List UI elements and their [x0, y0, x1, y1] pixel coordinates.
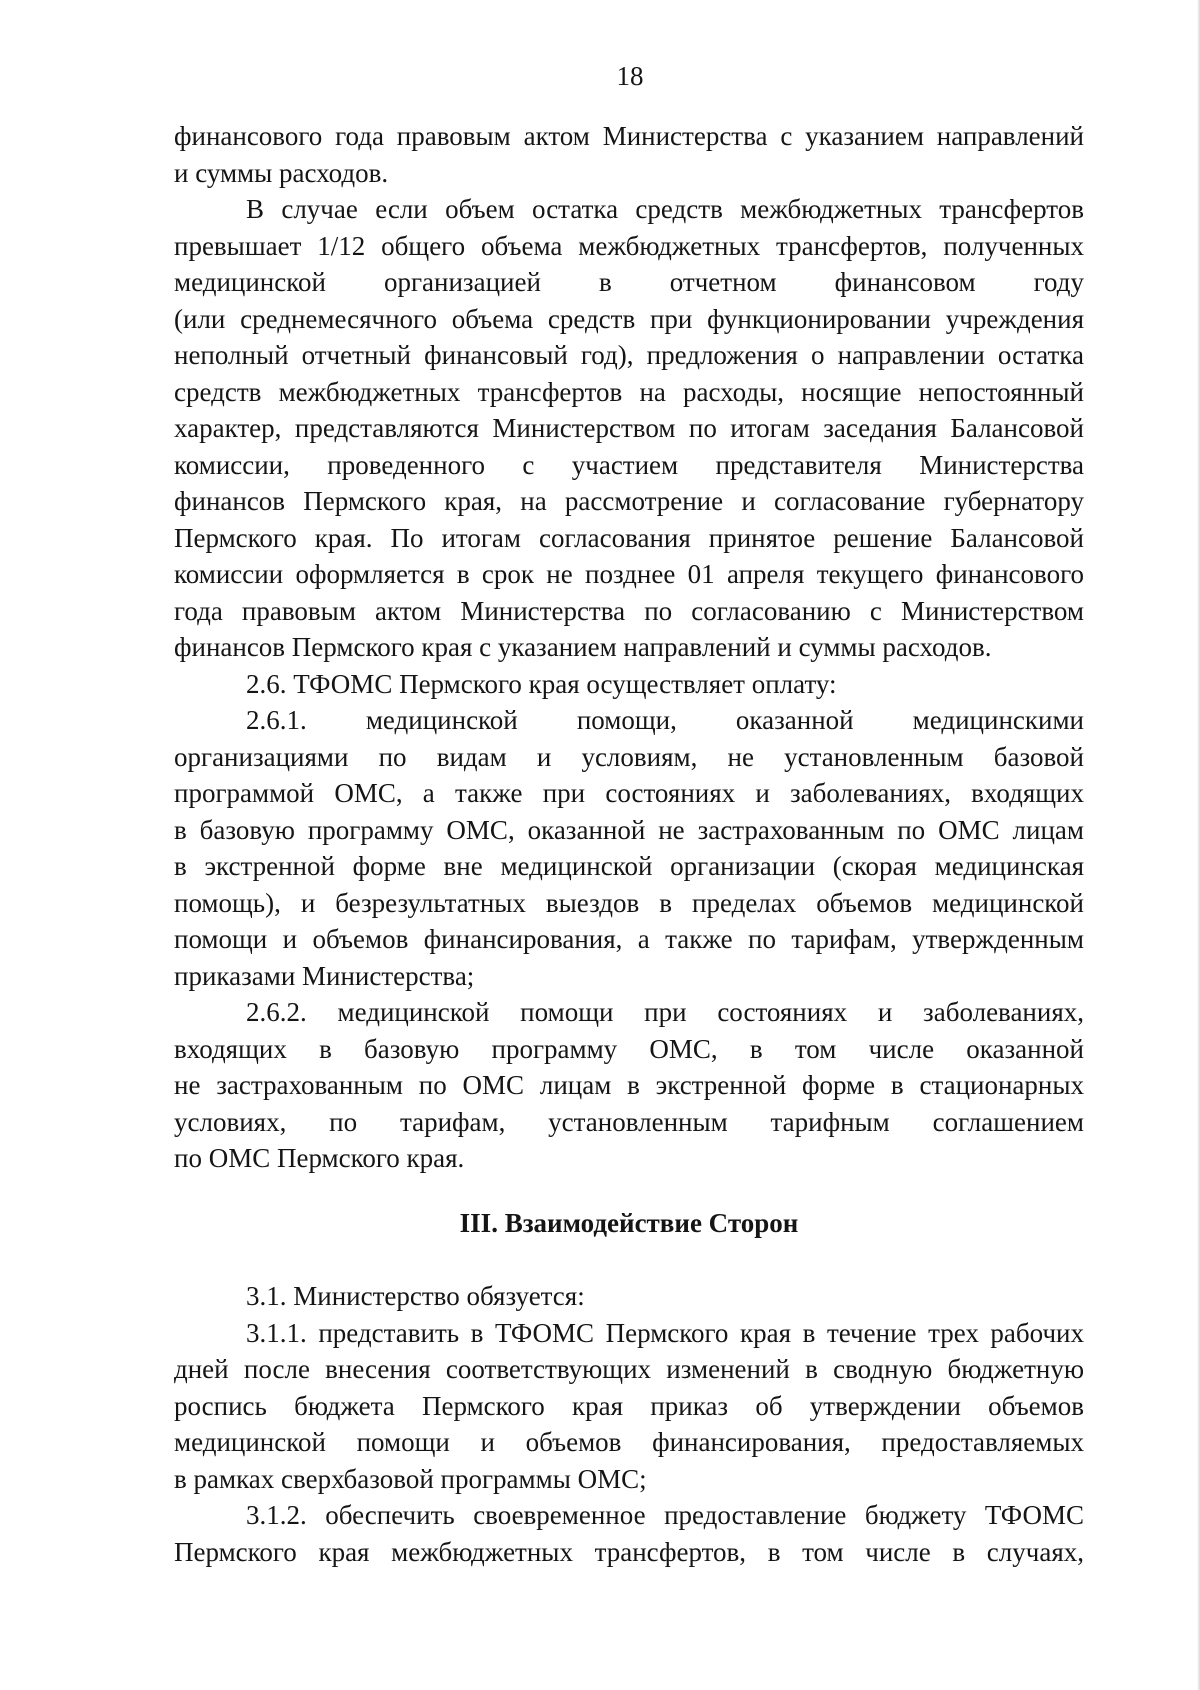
- text-line: года правовым актом Министерства по согласованию с Министерством: [174, 595, 1084, 626]
- text-line: 3.1.1. представить в ТФОМС Пермского края в течение трех рабочих: [246, 1317, 1084, 1348]
- text-line: медицинской организацией в отчетном финансовом году: [174, 267, 1084, 297]
- text-line: 2.6. ТФОМС Пермского края осуществляет оплату:: [246, 668, 837, 699]
- text-line: Пермского края межбюджетных трансфертов, в том числе в случаях,: [174, 1536, 1084, 1567]
- text-line: программой ОМС, а также при состояниях и заболеваниях, входящих: [174, 778, 1084, 808]
- text-line: входящих в базовую программу ОМС, в том числе оказанной: [174, 1033, 1084, 1064]
- text-line: помощь), и безрезультатных выездов в пределах объемов медицинской: [174, 887, 1084, 918]
- text-line: Пермского края. По итогам согласования принятое решение Балансовой: [174, 522, 1084, 553]
- text-line: характер, представляются Министерством по итогам заседания Балансовой: [174, 413, 1084, 443]
- text-line: 2.6.1. медицинской помощи, оказанной медицинскими: [246, 705, 1084, 735]
- text-line: 2.6.2. медицинской помощи при состояниях и заболеваниях,: [246, 997, 1084, 1027]
- text-line: организациями по видам и условиям, не установленным базовой: [174, 741, 1084, 772]
- text-line: в рамках сверхбазовой программы ОМС;: [174, 1463, 647, 1494]
- text-line: приказами Министерства;: [174, 960, 475, 991]
- text-line: и суммы расходов.: [174, 157, 389, 188]
- text-line: в экстренной форме вне медицинской организации (скорая медицинская: [174, 851, 1084, 881]
- text-line: (или среднемесячного объема средств при функционировании учреждения: [174, 303, 1084, 334]
- text-line: роспись бюджета Пермского края приказ об утверждении объемов: [174, 1390, 1084, 1421]
- text-line: 3.1. Министерство обязуется:: [246, 1281, 585, 1311]
- text-line: помощи и объемов финансирования, а также по тарифам, утвержденным: [174, 924, 1084, 954]
- text-line: неполный отчетный финансовый год), предложения о направлении остатка: [174, 340, 1084, 370]
- text-line: 3.1.2. обеспечить своевременное предоставление бюджету ТФОМС: [246, 1500, 1084, 1530]
- text-line: средств межбюджетных трансфертов на расходы, носящие непостоянный: [174, 376, 1084, 407]
- text-line: медицинской помощи и объемов финансирования, предоставляемых: [174, 1427, 1084, 1457]
- text-line: не застрахованным по ОМС лицам в экстренной форме в стационарных: [174, 1070, 1084, 1100]
- text-line: финансов Пермского края с указанием направлений и суммы расходов.: [174, 632, 992, 662]
- section-heading: III. Взаимодействие Сторон: [459, 1208, 799, 1238]
- body-text-lower: [174, 1278, 1084, 1570]
- body-text-upper: [174, 118, 1084, 1177]
- text-line: финансового года правовым актом Министерства с указанием направлений: [174, 121, 1084, 151]
- text-line: в базовую программу ОМС, оказанной не застрахованным по ОМС лицам: [174, 814, 1084, 845]
- text-line: комиссии, проведенного с участием представителя Министерства: [174, 449, 1084, 480]
- page-number: 18: [616, 61, 644, 91]
- text-line: дней после внесения соответствующих изменений в сводную бюджетную: [174, 1354, 1084, 1384]
- text-line: комиссии оформляется в срок не позднее 01 апреля текущего финансового: [174, 559, 1084, 589]
- text-line: финансов Пермского края, на рассмотрение и согласование губернатору: [174, 486, 1084, 516]
- text-line: условиях, по тарифам, установленным тарифным соглашением: [174, 1106, 1084, 1137]
- text-line: превышает 1/12 общего объема межбюджетных трансфертов, полученных: [174, 230, 1084, 261]
- text-line: по ОМС Пермского края.: [174, 1143, 465, 1173]
- text-line: В случае если объем остатка средств межбюджетных трансфертов: [246, 194, 1084, 224]
